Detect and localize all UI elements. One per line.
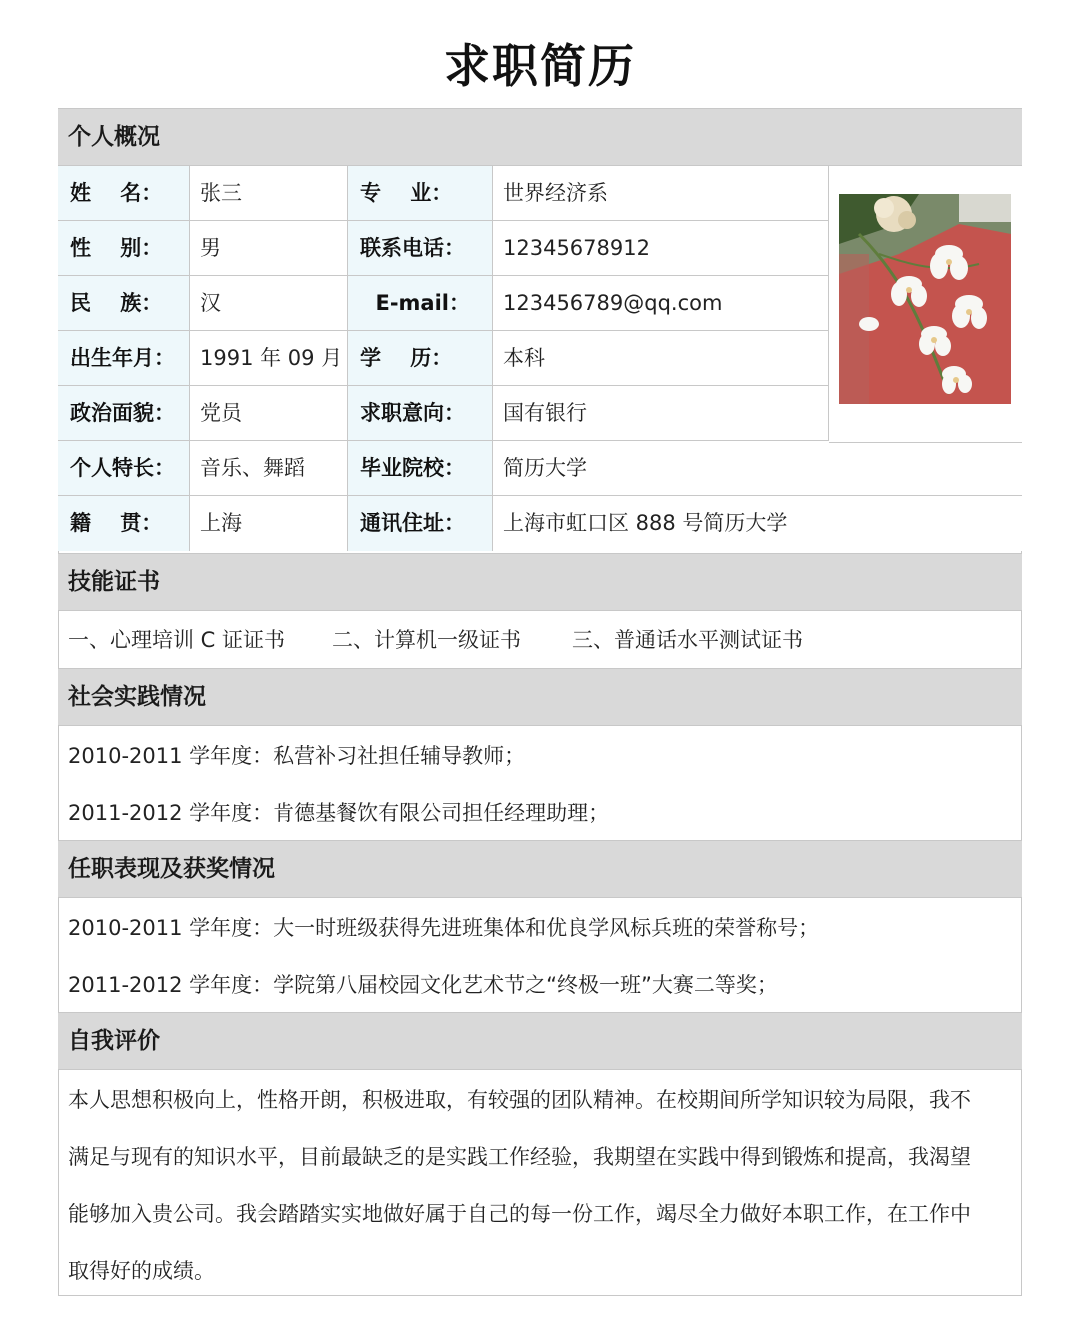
profile-photo xyxy=(839,194,1011,404)
value-intention: 国有银行 xyxy=(493,386,829,441)
section-header-personal: 个人概况 xyxy=(58,108,1022,166)
cert-item-1: 一、心理培训 C 证证书 xyxy=(68,628,286,652)
cert-item-3: 三、普通话水平测试证书 xyxy=(572,628,803,652)
label-name: 姓 名： xyxy=(58,166,190,221)
award-item-1: 2010-2011 学年度：大一时班级获得先进班集体和优良学风标兵班的荣誉称号； xyxy=(68,916,820,940)
label-intention: 求职意向： xyxy=(348,386,493,441)
self-eval-line-4: 取得好的成绩。 xyxy=(68,1259,215,1283)
practice-item-1: 2010-2011 学年度：私营补习社担任辅导教师； xyxy=(68,744,526,768)
self-eval-line-1: 本人思想积极向上，性格开朗，积极进取，有较强的团队精神。在校期间所学知识较为局限，我不 xyxy=(68,1088,971,1112)
section-header-skills: 技能证书 xyxy=(58,553,1022,611)
label-email: E-mail： xyxy=(348,276,493,331)
page-title: 求职简历 xyxy=(444,39,636,93)
value-education: 本科 xyxy=(493,331,829,386)
value-birth: 1991 年 09 月 xyxy=(190,331,348,386)
value-ethnicity: 汉 xyxy=(190,276,348,331)
section-header-awards: 任职表现及获奖情况 xyxy=(58,840,1022,898)
label-school: 毕业院校： xyxy=(348,441,493,496)
self-eval-line-3: 能够加入贵公司。我会踏踏实实地做好属于自己的每一份工作，竭尽全力做好本职工作，在工作中 xyxy=(68,1202,971,1226)
label-birth: 出生年月： xyxy=(58,331,190,386)
value-gender: 男 xyxy=(190,221,348,276)
label-politics: 政治面貌： xyxy=(58,386,190,441)
label-address: 通讯住址： xyxy=(348,496,493,551)
value-politics: 党员 xyxy=(190,386,348,441)
value-hometown: 上海 xyxy=(190,496,348,551)
section-header-self: 自我评价 xyxy=(58,1012,1022,1070)
value-specialty: 音乐、舞蹈 xyxy=(190,441,348,496)
label-education: 学 历： xyxy=(348,331,493,386)
value-phone: 12345678912 xyxy=(493,221,829,276)
label-phone: 联系电话： xyxy=(348,221,493,276)
value-name: 张三 xyxy=(190,166,348,221)
label-major: 专 业： xyxy=(348,166,493,221)
self-eval-line-2: 满足与现有的知识水平，目前最缺乏的是实践工作经验，我期望在实践中得到锻炼和提高，我渴望 xyxy=(68,1145,971,1169)
section-header-practice: 社会实践情况 xyxy=(58,668,1022,726)
label-specialty: 个人特长： xyxy=(58,441,190,496)
photo-cell xyxy=(829,166,1022,443)
award-item-2: 2011-2012 学年度：学院第八届校园文化艺术节之“终极一班”大赛二等奖； xyxy=(68,973,778,997)
value-email: 123456789@qq.com xyxy=(493,276,829,331)
cert-item-2: 二、计算机一级证书 xyxy=(332,628,521,652)
value-school: 简历大学 xyxy=(493,441,1022,496)
practice-item-2: 2011-2012 学年度：肯德基餐饮有限公司担任经理助理； xyxy=(68,801,610,825)
label-gender: 性 别： xyxy=(58,221,190,276)
label-ethnicity: 民 族： xyxy=(58,276,190,331)
value-major: 世界经济系 xyxy=(493,166,829,221)
value-address: 上海市虹口区 888 号简历大学 xyxy=(493,496,1022,551)
label-hometown: 籍 贯： xyxy=(58,496,190,551)
